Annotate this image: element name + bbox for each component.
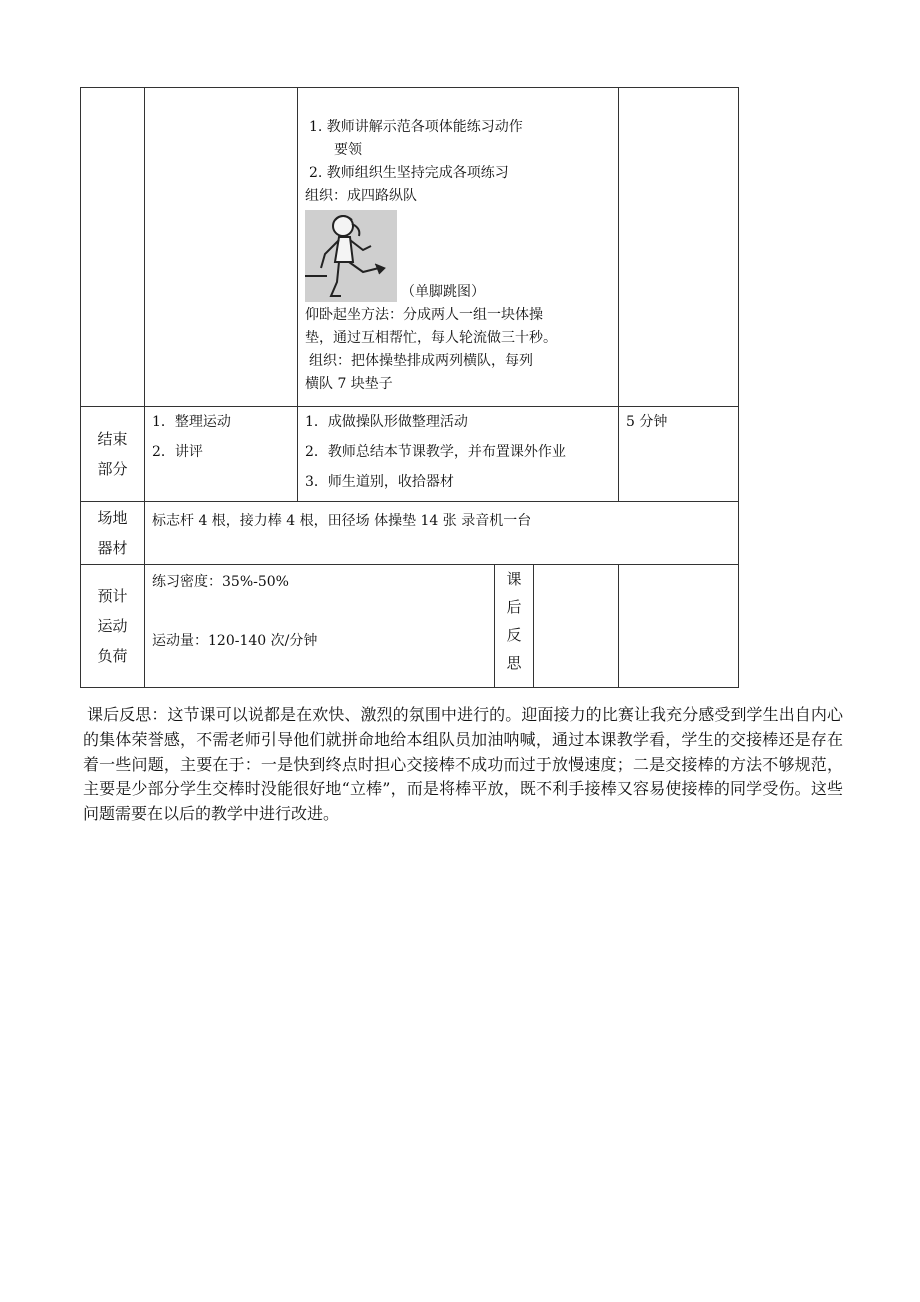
- table-row-equipment: [81, 502, 739, 565]
- single-leg-jump-icon: [305, 210, 397, 302]
- activity-item: 1．成做操队形做整理活动: [305, 414, 468, 430]
- table-row-load: [81, 565, 739, 688]
- section-label: 场地: [97, 509, 128, 527]
- activity-item: 3．师生道别，收拾器材: [305, 474, 454, 490]
- situp-line: 垫，通过互相帮忙，每人轮流做三十秒。: [305, 330, 557, 346]
- organization-cell: [298, 407, 619, 502]
- section-label: 预计: [97, 587, 128, 605]
- table-row-ending: [81, 407, 739, 502]
- section-label: 结束: [97, 430, 128, 448]
- organization-cell: [298, 88, 619, 407]
- content-items-cell: [145, 407, 298, 502]
- content-item: 1．整理运动: [152, 414, 231, 430]
- time-cell: [619, 407, 739, 502]
- reflection-blank: [534, 565, 618, 687]
- activity-item: 2．教师总结本节课教学，并布置课外作业: [305, 444, 566, 460]
- content-items-cell: [145, 88, 298, 407]
- time-value: 5 分钟: [626, 414, 668, 430]
- reflection-paragraph: 课后反思：这节课可以说都是在欢快、激烈的氛围中进行的。迎面接力的比赛让我充分感受到学生出自内心的集体荣誉感，不需老师引导他们就拼命地给本组队员加油呐喊，通过本课教学看，学生的交接棒还是存在着一些问题，主要在于：一是快到终点时担心交接棒不成功而过于放慢速度；二是交接棒的方法不够规范，主要是少部分学生交棒时没能很好地“立棒”，而是将棒平放，既不利手接棒又容易使接棒的同学受伤。这些问题需要在以后的教学中进行改进。: [83, 705, 843, 824]
- reflection-blank-cell: [619, 565, 739, 688]
- method-line: 2. 教师组织生坚持完成各项练习: [309, 165, 509, 181]
- load-cell: [145, 565, 495, 688]
- equipment-cell: [145, 502, 739, 565]
- method-line: 组织：成四路纵队: [305, 188, 417, 204]
- section-label-cell: [81, 502, 145, 565]
- reflection-area-cell: [495, 565, 619, 688]
- content-item: 2．讲评: [152, 444, 203, 460]
- method-line: 要领: [334, 142, 362, 158]
- figure-caption: （单脚跳图）: [401, 284, 485, 300]
- situp-line: 仰卧起坐方法：分成两人一组一块体操: [305, 307, 543, 323]
- section-label-cell: [81, 88, 145, 407]
- reflection-label: 课 后 反 思: [495, 565, 534, 687]
- density-text: 练习密度：35%-50%: [152, 574, 289, 590]
- method-line: 1. 教师讲解示范各项体能练习动作: [309, 119, 523, 135]
- figure-block: [305, 210, 611, 302]
- lesson-plan-table: [80, 87, 739, 688]
- situp-line: 组织：把体操垫排成两列横队，每列: [309, 353, 533, 369]
- section-label: 负荷: [97, 647, 128, 665]
- section-label: 器材: [97, 539, 128, 557]
- situp-line: 横队 7 块垫子: [305, 376, 393, 392]
- section-label-cell: [81, 565, 145, 688]
- section-label: 部分: [97, 460, 128, 478]
- table-row-training: [81, 88, 739, 407]
- post-lesson-reflection: [83, 703, 843, 827]
- section-label-cell: [81, 407, 145, 502]
- time-cell: [619, 88, 739, 407]
- section-label: 运动: [97, 617, 128, 635]
- equipment-text: 标志杆 4 根，接力棒 4 根，田径场 体操垫 14 张 录音机一台: [152, 513, 532, 529]
- amount-text: 运动量：120-140 次/分钟: [152, 633, 318, 649]
